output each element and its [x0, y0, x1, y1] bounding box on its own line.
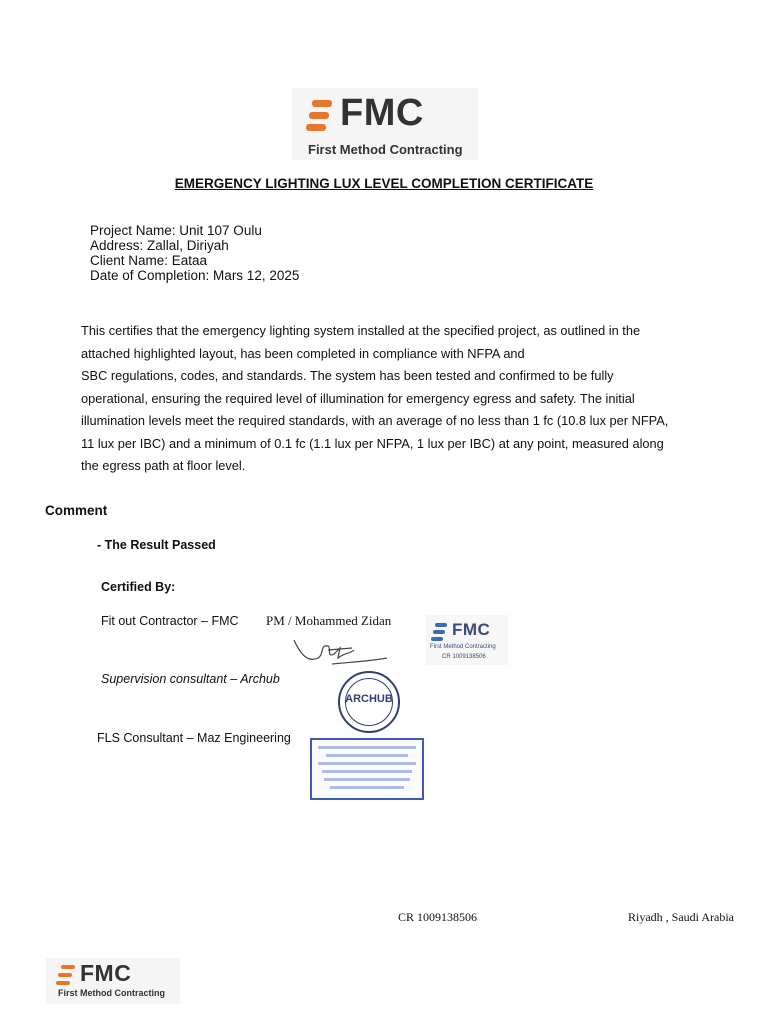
fitout-contractor-label: Fit out Contractor – FMC — [101, 614, 239, 628]
paragraph-line: SBC regulations, codes, and standards. The system has been tested and confirmed to be fully — [81, 368, 614, 383]
project-info — [90, 223, 299, 283]
fmc-stamp-cr: CR 1009138506 — [442, 654, 486, 660]
archub-seal — [338, 671, 400, 733]
header-logo — [292, 88, 478, 160]
paragraph-line: illumination levels meet the required standards, with an average of no less than 1 fc (10.8 lux per NFPA, — [81, 413, 669, 428]
fls-consultant-label: FLS Consultant – Maz Engineering — [97, 731, 291, 745]
client-name: Client Name: Eataa — [90, 253, 208, 268]
fmc-stamp-mark-icon — [431, 623, 447, 641]
fmc-mark-icon — [306, 100, 332, 132]
footer-logo-wordmark: FMC — [80, 960, 132, 986]
fmc-stamp-wordmark: FMC — [452, 620, 491, 639]
header-logo-company: First Method Contracting — [308, 142, 463, 157]
footer-logo-company: First Method Contracting — [58, 988, 165, 998]
project-address: Address: Zallal, Diriyah — [90, 238, 229, 253]
pm-name: PM / Mohammed Zidan — [266, 613, 392, 628]
footer-fmc-mark-icon — [56, 965, 74, 985]
header-logo-wordmark: FMC — [340, 92, 424, 134]
completion-date: Date of Completion: Mars 12, 2025 — [90, 268, 300, 283]
certified-by-heading: Certified By: — [101, 580, 176, 594]
paragraph-line: the egress path at floor level. — [81, 458, 246, 473]
certification-paragraph — [81, 320, 721, 478]
paragraph-line: This certifies that the emergency lighting system installed at the specified project, as outlined in the — [81, 323, 641, 338]
fmc-stamp — [426, 615, 508, 665]
archub-seal-text: ARCHUB — [345, 693, 393, 705]
comment-heading: Comment — [45, 503, 108, 518]
paragraph-line: operational, ensuring the required level of illumination for emergency egress and safety. The initial — [81, 390, 635, 406]
fmc-stamp-company: First Method Contracting — [430, 644, 496, 650]
pm-signature — [292, 628, 392, 668]
paragraph-line: attached highlighted layout, has been completed in compliance with NFPA and — [81, 345, 525, 361]
footer-logo — [46, 958, 180, 1004]
comment-result: - The Result Passed — [97, 538, 216, 552]
maz-engineering-stamp — [310, 738, 424, 800]
paragraph-line: 11 lux per IBC) and a minimum of 0.1 fc (1.1 lux per NFPA, 1 lux per IBC) at any point, measured along — [81, 435, 664, 451]
footer-location: Riyadh , Saudi Arabia — [628, 910, 734, 924]
certificate-title: EMERGENCY LIGHTING LUX LEVEL COMPLETION CERTIFICATE — [174, 176, 594, 191]
footer-cr-number: CR 1009138506 — [398, 910, 478, 924]
supervision-consultant-label: Supervision consultant – Archub — [101, 672, 280, 686]
project-name: Project Name: Unit 107 Oulu — [90, 223, 262, 238]
